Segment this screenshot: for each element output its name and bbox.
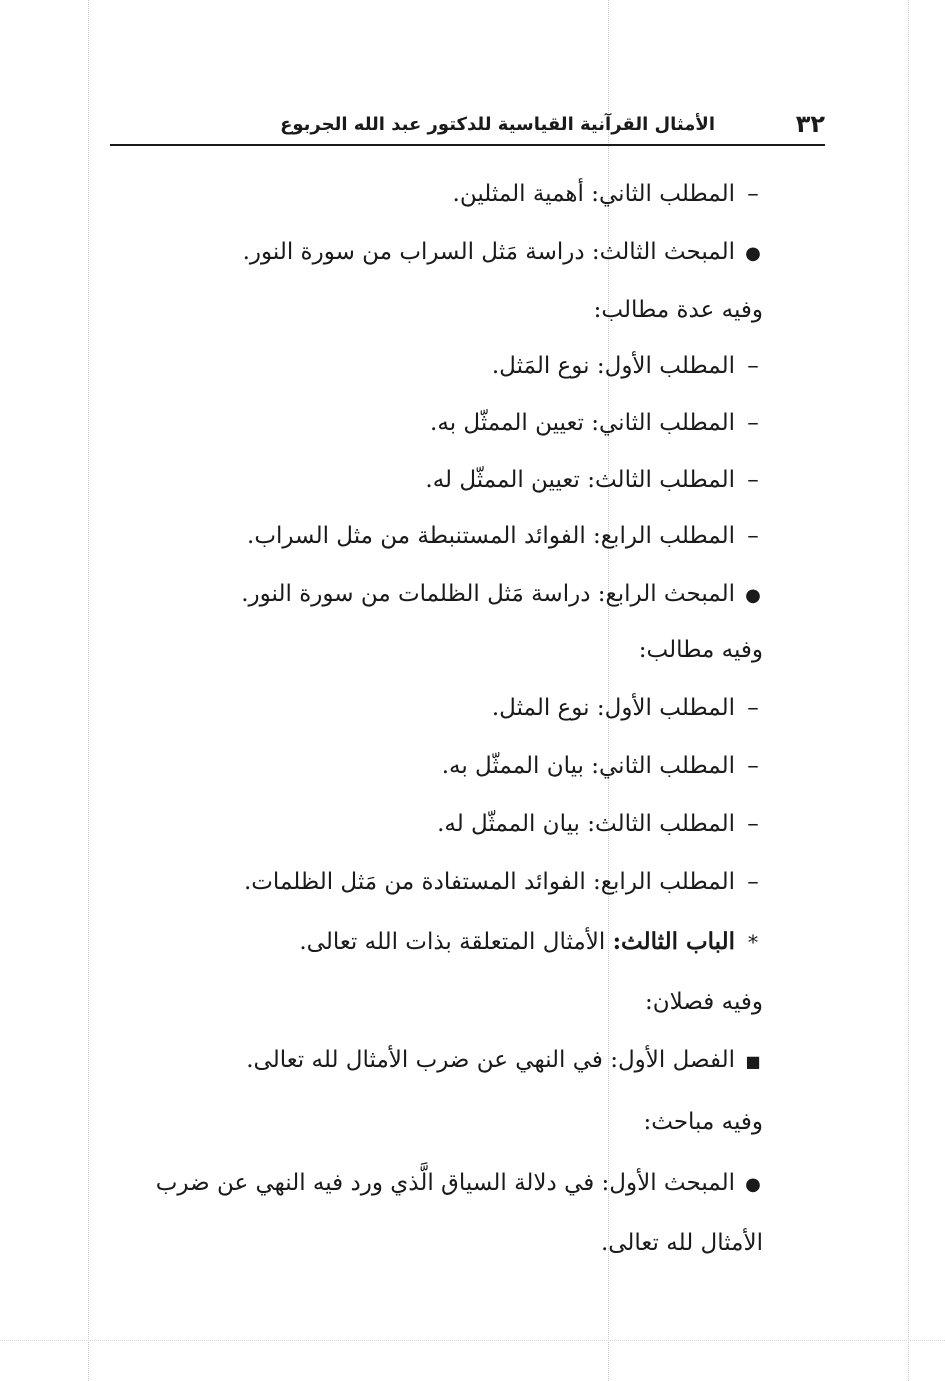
toc-text: وفيه فصلان: (645, 989, 763, 1015)
toc-text: الأمثال المتعلقة بذات الله تعالى. (299, 929, 606, 955)
toc-text: وفيه عدة مطالب: (593, 297, 763, 323)
toc-text: المطلب الثالث: تعيين الممثّل له. (425, 467, 735, 493)
gutter-line (88, 0, 89, 1381)
star-icon: * (748, 930, 758, 954)
toc-text: المطلب الرابع: الفوائد المستفادة من مَثل الظلمات. (243, 869, 735, 895)
toc-line (492, 346, 763, 386)
toc-line (247, 516, 763, 556)
toc-line (110, 1154, 763, 1272)
toc-line (492, 688, 763, 728)
gutter-line (908, 0, 909, 1381)
dash-marker: – (747, 523, 759, 549)
square-icon: ■ (745, 1052, 761, 1071)
toc-line (243, 232, 763, 274)
toc-text: المطلب الأول: نوع المثل. (491, 695, 735, 721)
toc-line (453, 174, 763, 214)
toc-line (430, 403, 763, 443)
toc-text: المطلب الأول: نوع المَثل. (491, 353, 735, 379)
toc-line (299, 922, 763, 962)
toc-text: المطلب الثاني: تعيين الممثّل به. (430, 410, 735, 436)
margin-line (0, 1340, 945, 1341)
toc-text: المبحث الرابع: دراسة مَثل الظلمات من سورة النور. (241, 581, 735, 607)
toc-line (639, 630, 763, 670)
bullet-icon: ● (745, 1174, 761, 1195)
toc-line (643, 1102, 763, 1142)
toc-line (246, 1040, 763, 1082)
toc-text: المطلب الثاني: بيان الممثّل به. (441, 753, 735, 779)
page-number: ٣٢ (795, 110, 825, 138)
page-header (110, 108, 825, 146)
toc-line (241, 574, 763, 616)
toc-line (645, 982, 763, 1022)
dash-marker: – (747, 753, 759, 779)
toc-text: وفيه مباحث: (643, 1109, 763, 1135)
dash-marker: – (747, 410, 759, 436)
toc-line (594, 290, 763, 330)
toc-text: وفيه مطالب: (638, 637, 763, 663)
section-label: الباب الثالث: (612, 928, 735, 955)
toc-line (425, 460, 763, 500)
dash-marker: – (747, 467, 759, 493)
dash-marker: – (747, 695, 759, 721)
toc-line (442, 746, 763, 786)
toc-text: المبحث الأول: في دلالة السياق الَّذي ورد فيه النهي عن ضرب الأمثال لله تعالى. (155, 1170, 763, 1256)
toc-text: الفصل الأول: في النهي عن ضرب الأمثال لله تعالى. (246, 1047, 735, 1073)
bullet-icon: ● (745, 585, 761, 606)
toc-text: المطلب الرابع: الفوائد المستنبطة من مثل السراب. (247, 523, 735, 549)
toc-text: المطلب الثاني: أهمية المثلين. (452, 181, 735, 207)
dash-marker: – (747, 181, 759, 207)
bullet-icon: ● (745, 243, 761, 264)
toc-line (244, 862, 763, 902)
dash-marker: – (747, 353, 759, 379)
running-title: الأمثال القرآنية القياسية للدكتور عبد الله الجربوع (280, 114, 715, 135)
toc-text: المبحث الثالث: دراسة مَثل السراب من سورة النور. (242, 239, 735, 265)
toc-text: المطلب الثالث: بيان الممثّل له. (437, 811, 735, 837)
dash-marker: – (747, 811, 759, 837)
toc-line (437, 804, 763, 844)
dash-marker: – (747, 869, 759, 895)
